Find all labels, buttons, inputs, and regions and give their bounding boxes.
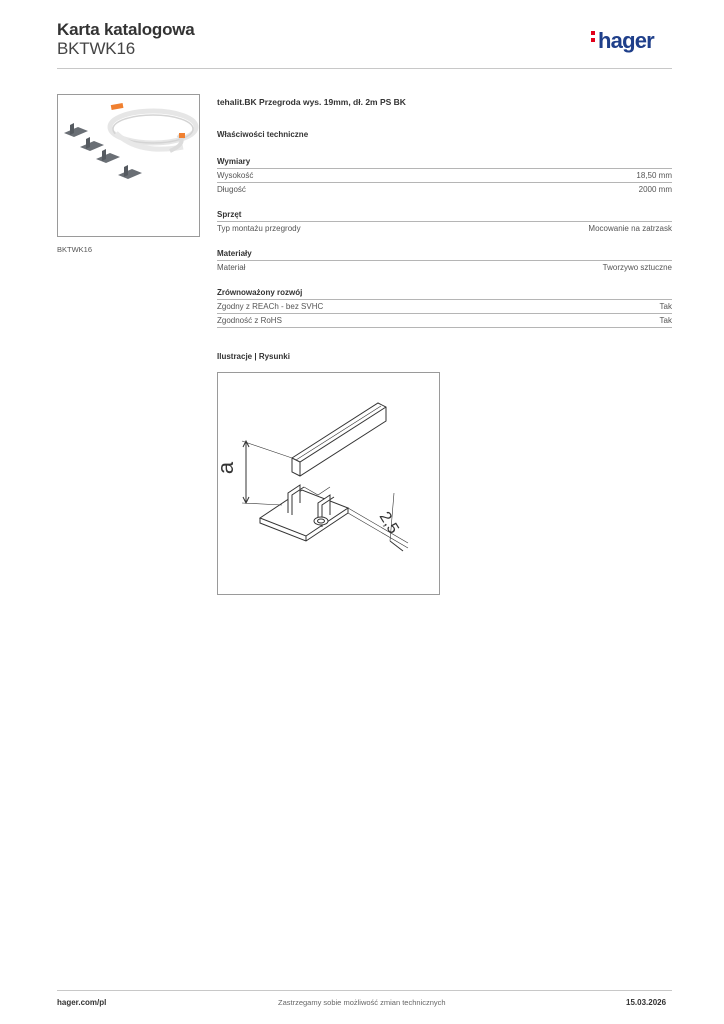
group-title: Wymiary <box>217 157 251 166</box>
row-label: Typ montażu przegrody <box>217 224 301 233</box>
footer-divider <box>57 990 672 991</box>
group-sustainability <box>217 286 672 328</box>
dimension-label-thickness: 2,5 <box>375 509 402 537</box>
illustrations-title: Ilustracje | Rysunki <box>217 352 290 361</box>
group-materials <box>217 247 672 274</box>
row-value: Tak <box>659 316 672 325</box>
hager-logo <box>591 28 654 54</box>
header-divider <box>57 68 672 69</box>
table-row <box>217 182 672 196</box>
product-image-caption: BKTWK16 <box>57 245 93 254</box>
table-row <box>217 260 672 274</box>
product-image <box>57 94 200 237</box>
footer-disclaimer: Zastrzegamy sobie możliwość zmian technicznych <box>278 998 446 1007</box>
group-hardware <box>217 208 672 235</box>
group-title: Sprzęt <box>217 210 242 219</box>
table-row <box>217 299 672 313</box>
product-code: BKTWK16 <box>57 39 135 58</box>
table-row <box>217 168 672 182</box>
table-row <box>217 313 672 328</box>
group-dimensions <box>217 155 672 196</box>
row-value: 2000 mm <box>638 185 672 194</box>
divider-drawing-icon <box>218 373 439 594</box>
dimension-label-a: a <box>213 461 239 475</box>
row-value: 18,50 mm <box>636 171 672 180</box>
row-label: Zgodny z REACh - bez SVHC <box>217 302 324 311</box>
tech-properties-title: Właściwości techniczne <box>217 130 309 139</box>
footer-website-link[interactable]: hager.com/pl <box>57 998 107 1007</box>
table-row <box>217 221 672 235</box>
footer-date: 15.03.2026 <box>626 998 667 1007</box>
row-label: Materiał <box>217 263 246 272</box>
row-label: Zgodność z RoHS <box>217 316 282 325</box>
group-title: Materiały <box>217 249 252 258</box>
group-title: Zrównoważony rozwój <box>217 288 303 297</box>
row-value: Mocowanie na zatrzask <box>588 224 672 233</box>
product-name: tehalit.BK Przegroda wys. 19mm, dł. 2m PS BK <box>217 97 406 107</box>
document-title: Karta katalogowa <box>57 20 195 39</box>
logo-text: hager <box>598 28 654 53</box>
technical-drawing <box>213 372 440 595</box>
logo-dots-icon <box>591 28 596 45</box>
row-value: Tak <box>659 302 672 311</box>
row-label: Długość <box>217 185 246 194</box>
row-label: Wysokość <box>217 171 254 180</box>
product-photo-icon <box>58 95 199 236</box>
row-value: Tworzywo sztuczne <box>602 263 672 272</box>
